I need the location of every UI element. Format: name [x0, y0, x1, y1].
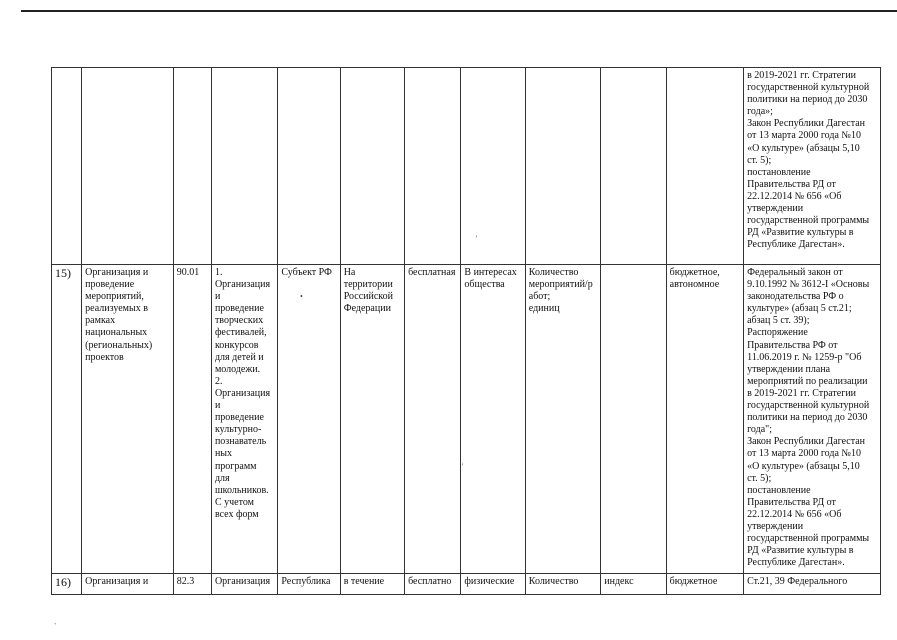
text-line: ст. 5); — [747, 472, 772, 484]
text-line: государственной культурной — [747, 82, 870, 94]
text-line: программ — [214, 460, 257, 472]
text-line: политики на период до 2030 — [747, 94, 868, 106]
text-line: законодательства РФ о — [747, 291, 844, 303]
text-line: для детей и — [214, 351, 264, 363]
text-line: 1. — [214, 267, 223, 278]
text-line: в 2019-2021 гг. Стратегии — [747, 387, 857, 399]
page-top-rule — [21, 10, 897, 12]
text-line: познаватель — [214, 436, 267, 448]
text-line: «О культуре» (абзацы 5,10 — [747, 460, 860, 472]
cell-interest — [461, 68, 525, 265]
text-line: от 13 марта 2000 года №10 — [747, 130, 861, 142]
row-number: 16) — [52, 574, 82, 595]
institution-type — [666, 265, 743, 574]
text-line: для — [214, 472, 230, 484]
text-line: Закон Республики Дагестан — [747, 118, 866, 130]
text-line: Распоряжение — [747, 327, 808, 339]
text-line: автономное — [669, 279, 720, 291]
okved-code: 82.3 — [173, 574, 211, 595]
text-line: ст. 5); — [747, 154, 772, 166]
cell-code — [173, 68, 211, 265]
okved-code: 90.01 — [173, 265, 211, 574]
text-line: и — [214, 400, 221, 412]
scan-speck: ' — [462, 462, 464, 471]
institution-type: бюджетное — [666, 574, 743, 595]
text-line: конкурсов — [214, 339, 259, 351]
text-line: политики на период до 2030 — [747, 412, 868, 424]
text-line: национальных — [85, 327, 148, 339]
text-line: государственной культурной — [747, 400, 870, 412]
text-line: года"; — [747, 424, 773, 436]
text-line: рамках — [85, 315, 116, 327]
table-row-16 — [52, 574, 881, 595]
cell-institution — [666, 68, 743, 265]
text-line: мероприятий по реализации — [747, 375, 868, 387]
text-line: РД «Развитие культуры в — [747, 227, 854, 239]
service-territory — [340, 265, 404, 574]
text-line: государственной программы — [747, 533, 870, 545]
text-line: государственной программы — [747, 215, 870, 227]
service-indicator: Количество — [525, 574, 600, 595]
scan-speck: ` — [54, 622, 57, 631]
cell-num — [52, 68, 82, 265]
cell-index — [601, 68, 666, 265]
text-line: проведение — [214, 412, 264, 424]
service-territory: в течение — [340, 574, 404, 595]
text-line: Количество — [528, 267, 579, 278]
services-table — [51, 67, 881, 595]
service-interest — [461, 265, 525, 574]
text-line: общества — [464, 279, 505, 291]
text-line: культурно- — [214, 424, 262, 436]
text-line: утверждении плана — [747, 363, 831, 375]
text-line: в 2019-2021 гг. Стратегии — [747, 70, 857, 81]
text-line: утверждении — [747, 203, 804, 215]
text-line: 22.12.2014 № 656 «Об — [747, 508, 842, 520]
cell-content — [211, 68, 277, 265]
text-line: школьников. — [214, 484, 269, 496]
cell-indicator — [525, 68, 600, 265]
text-line: проектов — [85, 351, 124, 363]
text-line: Республике Дагестан». — [747, 557, 845, 569]
text-line: проведение — [214, 303, 264, 315]
service-index — [601, 265, 666, 574]
text-line: от 13 марта 2000 года №10 — [747, 448, 861, 460]
text-line: РД «Развитие культуры в — [747, 545, 854, 557]
text-line: постановление — [747, 166, 811, 178]
service-fee: бесплатная — [405, 265, 461, 574]
text-line: Организация и — [85, 267, 149, 278]
scan-speck: • — [300, 292, 303, 301]
text-line: территории — [343, 279, 393, 291]
service-fee: бесплатно — [405, 574, 461, 595]
service-index: индекс — [601, 574, 666, 595]
text-line: бюджетное, — [669, 267, 720, 278]
text-line: утверждении — [747, 520, 804, 532]
text-line: Организация — [214, 387, 271, 399]
cell-name — [82, 68, 174, 265]
service-content: Организация — [211, 574, 277, 595]
text-line: 9.10.1992 № 3612-I «Основы — [747, 279, 870, 291]
text-line: года»; — [747, 106, 773, 118]
text-line: творческих — [214, 315, 264, 327]
text-line: С учетом — [214, 496, 254, 508]
service-indicator — [525, 265, 600, 574]
text-line: Правительства РД от — [747, 178, 836, 190]
text-line: «О культуре» (абзацы 5,10 — [747, 142, 860, 154]
text-line: Правительства РФ от — [747, 339, 838, 351]
text-line: Республике Дагестан». — [747, 239, 845, 251]
table-row-prev — [52, 68, 881, 265]
text-line: Организация — [214, 279, 271, 291]
text-line: На — [343, 267, 356, 278]
text-line: 2. — [214, 375, 223, 387]
text-line: (региональных) — [85, 339, 153, 351]
cell-fee — [405, 68, 461, 265]
cell-law — [744, 68, 881, 265]
legal-basis: Ст.21, 39 Федерального — [744, 574, 881, 595]
text-line: В интересах — [464, 267, 517, 278]
text-line: постановление — [747, 484, 811, 496]
text-line: молодежи. — [214, 363, 261, 375]
text-line: мероприятий/р — [528, 279, 593, 291]
text-line: 22.12.2014 № 656 «Об — [747, 190, 842, 202]
service-name — [82, 265, 174, 574]
table-row-15 — [52, 265, 881, 574]
text-line: Российской — [343, 291, 393, 303]
text-line: абзац 5 ст. 39); — [747, 315, 810, 327]
text-line: мероприятий, — [85, 291, 144, 303]
text-line: и — [214, 291, 221, 303]
text-line: фестивалей, — [214, 327, 267, 339]
text-line: Федеральный закон от — [747, 267, 843, 278]
scan-speck: ' — [476, 234, 478, 243]
legal-basis — [744, 265, 881, 574]
text-line: ных — [214, 448, 233, 460]
text-line: единиц — [528, 303, 560, 315]
text-line: культуре» (абзац 5 ст.21; — [747, 303, 852, 315]
text-line: реализуемых в — [85, 303, 148, 315]
text-line: 11.06.2019 г. № 1259-р "Об — [747, 351, 862, 363]
service-subject: Субъект РФ — [278, 265, 340, 574]
text-line: Федерации — [343, 303, 391, 315]
row-number: 15) — [52, 265, 82, 574]
text-line: Закон Республики Дагестан — [747, 436, 866, 448]
cell-territory — [340, 68, 404, 265]
service-name: Организация и — [82, 574, 174, 595]
cell-subject — [278, 68, 340, 265]
service-interest: физические — [461, 574, 525, 595]
service-content — [211, 265, 277, 574]
text-line: проведение — [85, 279, 135, 291]
text-line: Правительства РД от — [747, 496, 836, 508]
text-line: абот; — [528, 291, 551, 303]
service-subject: Республика — [278, 574, 340, 595]
text-line: всех форм — [214, 508, 259, 520]
